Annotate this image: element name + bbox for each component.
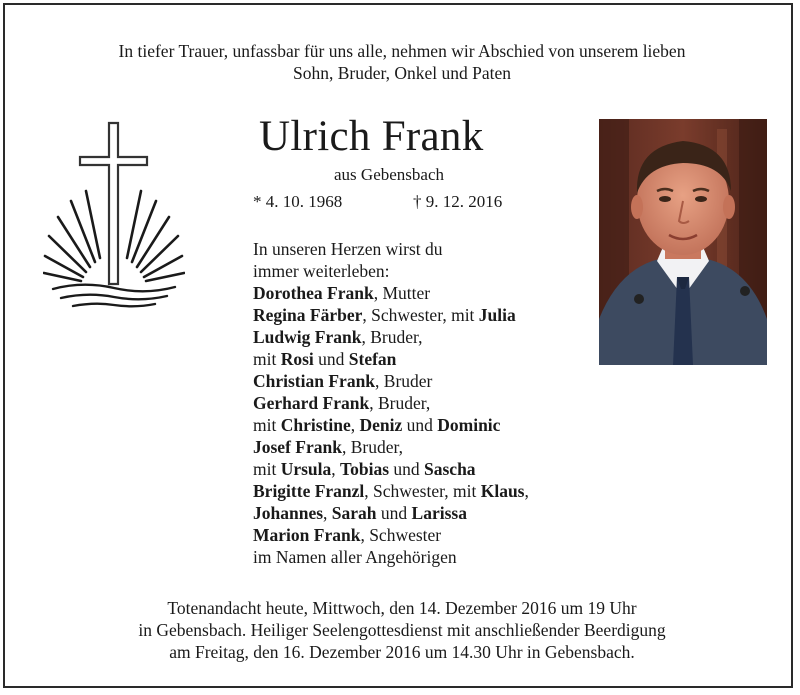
mourner-line	[253, 282, 598, 304]
mourner-text: ,	[524, 481, 529, 501]
intro-line: Sohn, Bruder, Onkel und Paten	[292, 63, 512, 83]
mourner-text: , Bruder	[375, 371, 433, 391]
life-dates	[253, 192, 533, 212]
mourner-text: , Bruder,	[361, 327, 423, 347]
mourner-text: und	[402, 415, 438, 435]
mourner-text: und	[389, 459, 425, 479]
mourner-text: , Schwester, mit	[362, 305, 479, 325]
mourner-text: , Schwester, mit	[364, 481, 481, 501]
mourner-line	[253, 546, 598, 568]
mourner-text: ,	[323, 503, 332, 523]
deceased-origin: aus Gebensbach	[334, 165, 444, 184]
mourner-line	[253, 370, 598, 392]
service-line: am Freitag, den 16. Dezember 2016 um 14.30 Uhr in Gebensbach.	[169, 642, 635, 662]
mourner-text: ,	[350, 415, 360, 435]
mourner-line	[253, 238, 598, 260]
mourner-name: Marion Frank	[253, 525, 361, 545]
mourner-line	[253, 414, 598, 436]
mourner-line	[253, 458, 598, 480]
death-date: † 9. 12. 2016	[413, 192, 503, 211]
mourner-line	[253, 392, 598, 414]
mourner-name: Dorothea Frank	[253, 283, 374, 303]
obituary-frame	[3, 3, 793, 688]
mourner-name: Christine	[280, 415, 351, 435]
mourner-line	[253, 260, 598, 282]
mourner-name: Stefan	[348, 349, 397, 369]
mourner-name: Sarah	[331, 503, 377, 523]
mourner-line	[253, 326, 598, 348]
mourner-text: immer weiterleben:	[253, 261, 390, 281]
mourner-line	[253, 304, 598, 326]
mourner-text: , Bruder,	[369, 393, 431, 413]
mourner-text: und	[376, 503, 412, 523]
mourner-name: Brigitte Franzl	[253, 481, 365, 501]
mourner-name: Deniz	[359, 415, 403, 435]
service-notice	[5, 597, 799, 663]
mourner-line	[253, 480, 598, 502]
mourner-name: Ursula	[280, 459, 332, 479]
mourner-name: Rosi	[280, 349, 314, 369]
mourner-text: mit	[253, 459, 281, 479]
mourner-name: Christian Frank	[253, 371, 376, 391]
mourner-name: Johannes	[253, 503, 324, 523]
mourner-name: Larissa	[411, 503, 467, 523]
mourner-text: In unseren Herzen wirst du	[253, 239, 443, 259]
mourner-text: , Schwester	[360, 525, 442, 545]
mourner-name: Julia	[478, 305, 516, 325]
intro-text	[5, 40, 799, 84]
service-line: in Gebensbach. Heiliger Seelengottesdienst mit anschließender Beerdigung	[138, 620, 666, 640]
mourner-text: ,	[331, 459, 341, 479]
mourner-text: , Mutter	[373, 283, 431, 303]
mourner-name: Klaus	[480, 481, 525, 501]
mourner-name: Gerhard Frank	[253, 393, 370, 413]
mourner-line	[253, 436, 598, 458]
mourner-text: und	[313, 349, 349, 369]
portrait-photo	[599, 119, 767, 365]
mourner-text: , Bruder,	[341, 437, 403, 457]
mourner-text: mit	[253, 349, 281, 369]
mourners-list	[253, 238, 598, 568]
mourner-name: Regina Färber	[253, 305, 363, 325]
cross-rising-sun-icon	[43, 121, 185, 311]
mourner-name: Ludwig Frank	[253, 327, 362, 347]
mourner-name: Tobias	[340, 459, 390, 479]
service-line: Totenandacht heute, Mittwoch, den 14. Dezember 2016 um 19 Uhr	[167, 598, 637, 618]
mourner-name: Dominic	[437, 415, 501, 435]
mourner-line	[253, 524, 598, 546]
mourner-name: Sascha	[424, 459, 476, 479]
mourner-name: Josef Frank	[253, 437, 342, 457]
mourner-line	[253, 502, 598, 524]
birth-date: * 4. 10. 1968	[253, 192, 343, 211]
mourner-line	[253, 348, 598, 370]
mourner-text: im Namen aller Angehörigen	[253, 547, 457, 567]
intro-line: In tiefer Trauer, unfassbar für uns alle, nehmen wir Abschied von unserem lieben	[118, 41, 686, 61]
deceased-name: Ulrich Frank	[259, 113, 484, 160]
mourner-text: mit	[253, 415, 281, 435]
